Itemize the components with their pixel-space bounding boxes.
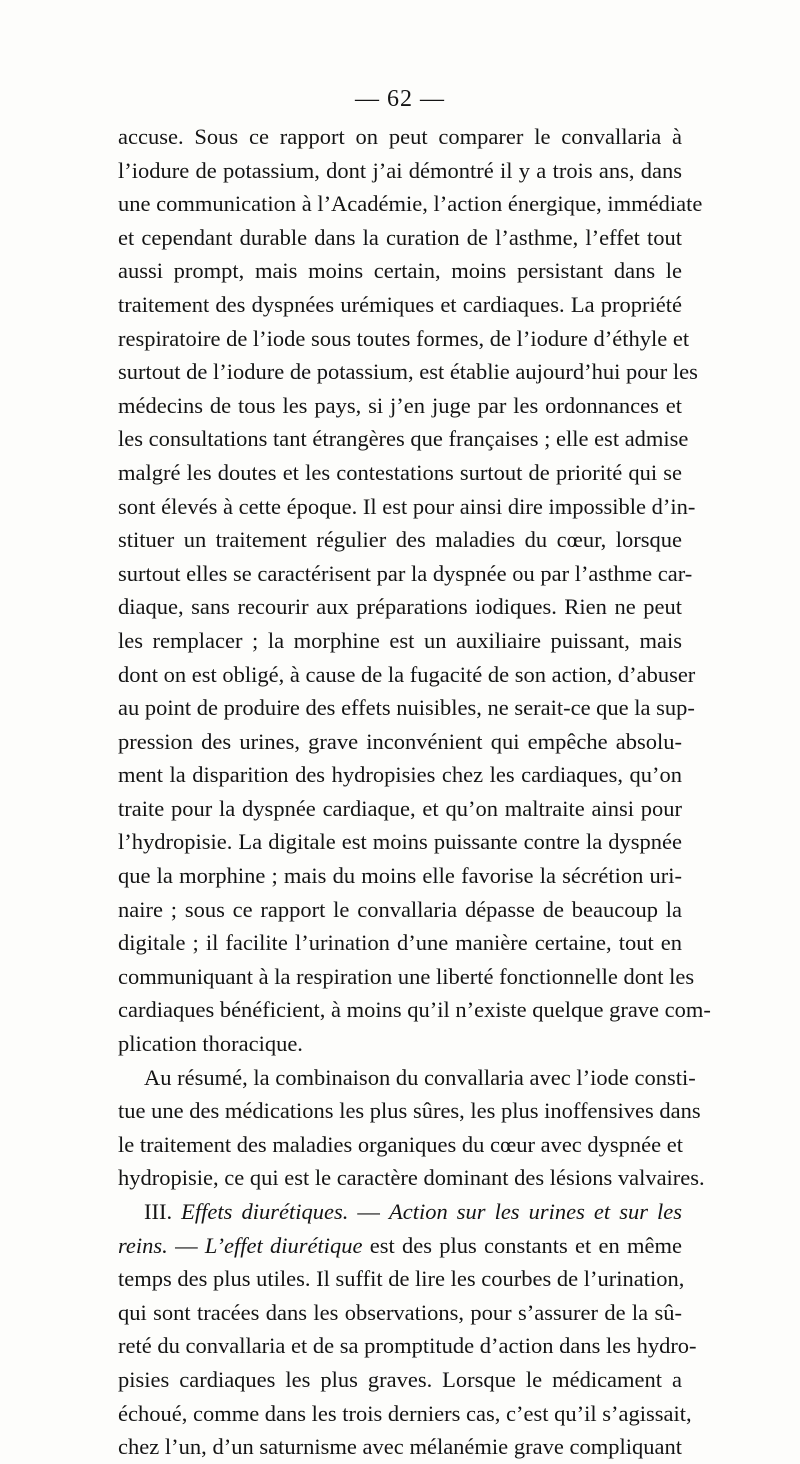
section-dash: — bbox=[357, 1199, 380, 1224]
section-title: Effets diurétiques. bbox=[181, 1199, 349, 1224]
text-line: que la morphine ; mais du moins elle favorise la sécrétion uri- bbox=[118, 863, 682, 889]
text-line: l’hydropisie. La digitale est moins puissante contre la dyspnée bbox=[118, 829, 682, 855]
text-line: malgré les doutes et les contestations surtout de priorité qui se bbox=[118, 459, 682, 485]
body-text bbox=[118, 120, 711, 1464]
section-subtitle: Action sur les urines et sur les bbox=[388, 1199, 683, 1224]
text-line: échoué, comme dans les trois derniers cas, c’est qu’il s’agissait, bbox=[118, 1400, 692, 1426]
paragraph-start-line: Au résumé, la combinaison du convallaria avec l’iode consti- bbox=[144, 1064, 696, 1090]
text-line: traitement des dyspnées urémiques et cardiaques. La propriété bbox=[118, 291, 682, 317]
text-line: aussi prompt, mais moins certain, moins persistant dans le bbox=[118, 258, 682, 284]
text-line: hydropisie, ce qui est le caractère dominant des lésions valvaires. bbox=[118, 1165, 705, 1191]
text-line: stituer un traitement régulier des maladies du cœur, lorsque bbox=[118, 527, 682, 553]
text-line: qui sont tracées dans les observations, pour s’assurer de la sû- bbox=[118, 1299, 682, 1325]
text-line: ment la disparition des hydropisies chez les cardiaques, qu’on bbox=[118, 762, 682, 788]
text-line: les consultations tant étrangères que françaises ; elle est admise bbox=[118, 426, 689, 452]
text-line: au point de produire des effets nuisibles, ne serait-ce que la sup- bbox=[118, 695, 695, 721]
section-sentence: est des plus constants et en même bbox=[369, 1232, 683, 1258]
text-line: pression des urines, grave inconvénient qui empêche absolu- bbox=[118, 728, 682, 754]
text-line: surtout de l’iodure de potassium, est établie aujourd’hui pour les bbox=[118, 359, 698, 385]
page-number: — 62 — bbox=[355, 86, 445, 112]
text-line: surtout elles se caractérisent par la dyspnée ou par l’asthme car- bbox=[118, 560, 693, 586]
section-heading-line bbox=[118, 1195, 682, 1229]
section-dash: — bbox=[175, 1232, 198, 1258]
text-line: dont on est obligé, à cause de la fugacité de son action, d’abuser bbox=[118, 661, 696, 687]
text-line: traite pour la dyspnée cardiaque, et qu’on maltraite ainsi pour bbox=[118, 795, 682, 821]
text-line: plication thoracique. bbox=[118, 1031, 303, 1057]
text-line: chez l’un, d’un saturnisme avec mélanémie grave compliquant bbox=[118, 1434, 682, 1460]
section-subtitle-end: reins. bbox=[118, 1232, 168, 1258]
text-line: médecins de tous les pays, si j’en juge par les ordonnances et bbox=[118, 392, 682, 418]
text-line: naire ; sous ce rapport le convallaria dépasse de beaucoup la bbox=[118, 896, 682, 922]
text-line: diaque, sans recourir aux préparations iodiques. Rien ne peut bbox=[118, 594, 682, 620]
text-line: digitale ; il facilite l’urination d’une manière certaine, tout en bbox=[118, 930, 682, 956]
text-line: tue une des médications les plus sûres, les plus inoffensives dans bbox=[118, 1098, 701, 1124]
text-line: l’iodure de potassium, dont j’ai démontré il y a trois ans, dans bbox=[118, 157, 682, 183]
text-line: sont élevés à cette époque. Il est pour ainsi dire impossible d’in- bbox=[118, 493, 696, 519]
text-line: et cependant durable dans la curation de l’asthme, l’effet tout bbox=[118, 224, 682, 250]
text-line: communiquant à la respiration une liberté fonctionnelle dont les bbox=[118, 963, 695, 989]
italic-phrase: L’effet diurétique bbox=[204, 1232, 363, 1258]
text-line: cardiaques bénéficient, à moins qu’il n’existe quelque grave com- bbox=[118, 997, 711, 1023]
text-line: accuse. Sous ce rapport on peut comparer le convallaria à bbox=[118, 124, 682, 149]
text-line: pisies cardiaques les plus graves. Lorsque le médicament a bbox=[118, 1366, 682, 1392]
text-line: les remplacer ; la morphine est un auxiliaire puissant, mais bbox=[118, 627, 682, 653]
section-heading-line bbox=[118, 1229, 682, 1263]
section-number: III. bbox=[144, 1199, 173, 1224]
text-line: le traitement des maladies organiques du cœur avec dyspnée et bbox=[118, 1131, 684, 1157]
text-line: respiratoire de l’iode sous toutes formes, de l’iodure d’éthyle et bbox=[118, 325, 690, 351]
text-line: temps des plus utiles. Il suffit de lire les courbes de l’urination, bbox=[118, 1266, 685, 1292]
text-line: reté du convallaria et de sa promptitude d’action dans les hydro- bbox=[118, 1333, 697, 1359]
text-line: une communication à l’Académie, l’action énergique, immédiate bbox=[118, 191, 703, 217]
